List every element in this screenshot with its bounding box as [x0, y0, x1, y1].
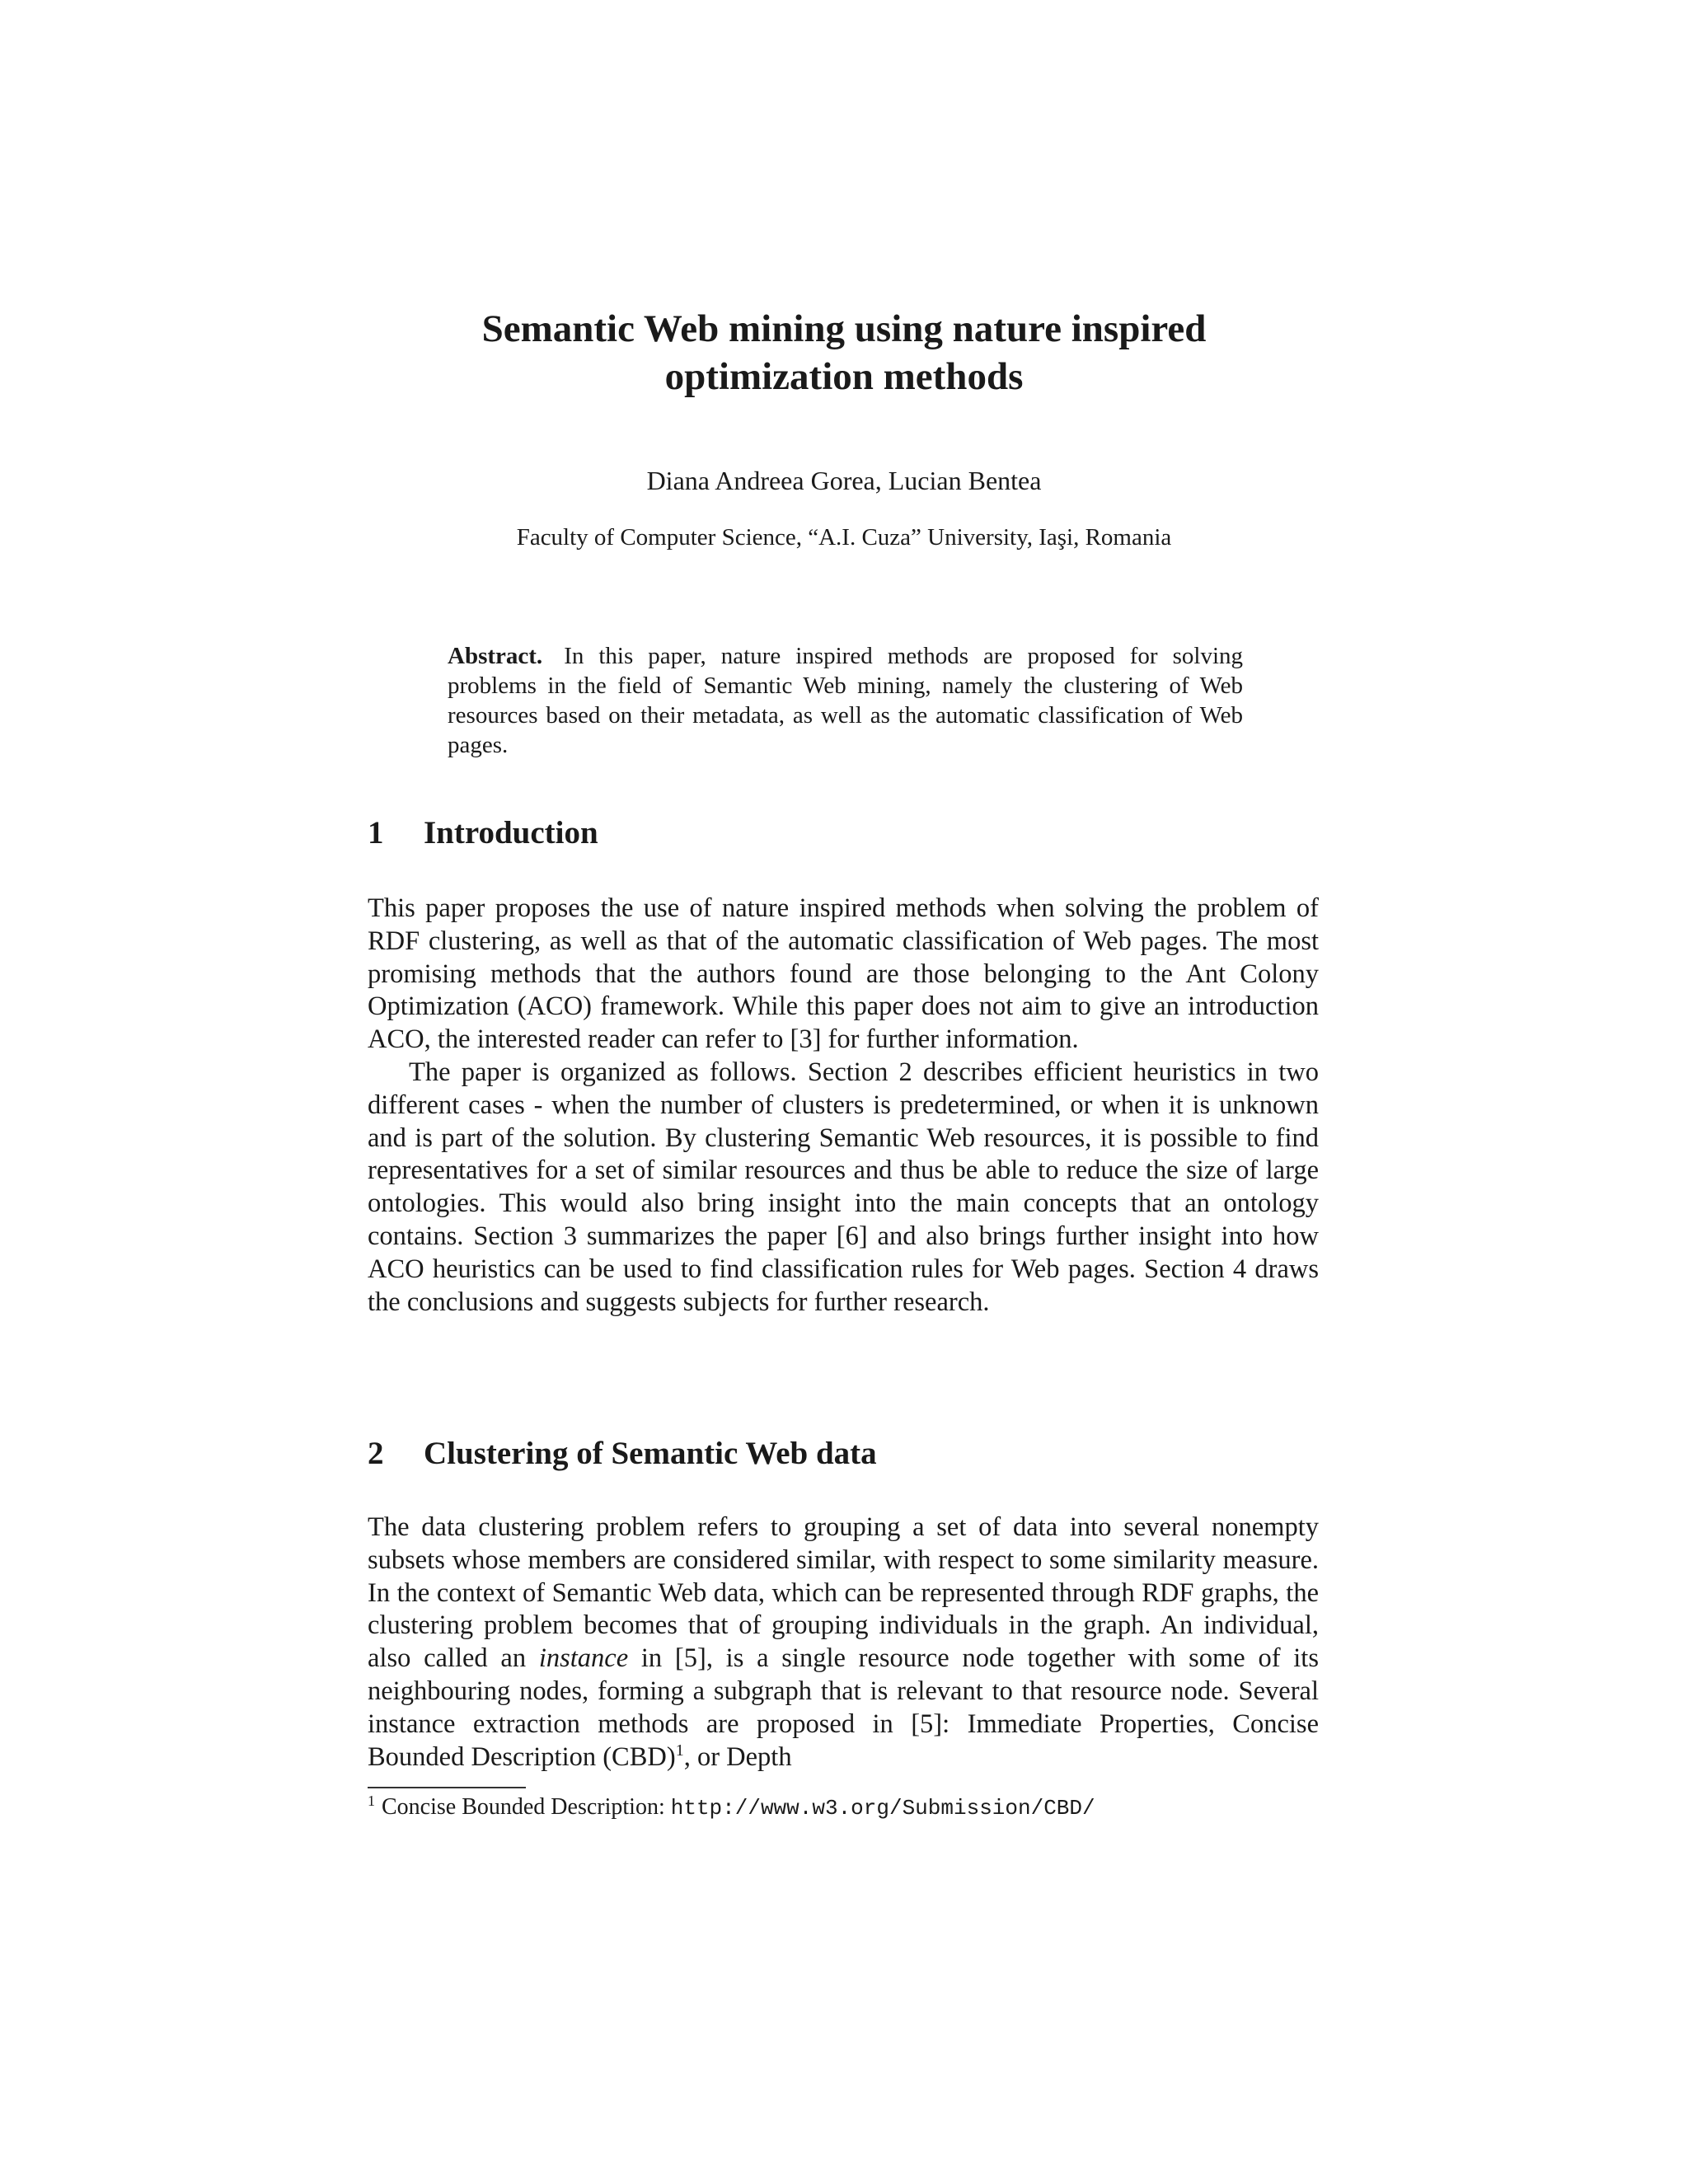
- paragraph: [368, 1511, 1319, 1774]
- section-title: Clustering of Semantic Web data: [424, 1436, 877, 1471]
- text-run: , or Depth: [683, 1741, 792, 1772]
- section-body-clustering: [368, 1511, 1319, 1774]
- section-heading-clustering: [368, 1434, 1357, 1474]
- paper-title: [0, 305, 1688, 401]
- text-run: in [5], is a single resource node together with some of its neighbouring nodes, forming a subgraph that is relevant to that resource node. Several instance extraction methods are proposed in [5]: Immediate Properties, Concise Bounded Description (CBD): [368, 1643, 1319, 1772]
- section-number: 2: [368, 1436, 384, 1471]
- footnote: [368, 1793, 1319, 1822]
- text-run: The data clustering problem refers to grouping a set of data into several nonempty subsets whose members are considered similar, with respect to some similarity measure. In the context of Semantic Web data, which can be represented through RDF graphs, the clustering problem becomes that of grouping individuals in the graph. An individual, also called an: [368, 1512, 1319, 1674]
- footnote-ref[interactable]: 1: [675, 1741, 684, 1760]
- abstract-text: In this paper, nature inspired methods are proposed for solving problems in the field of Semantic Web mining, namely the clustering of Web resources based on their metadata, as well as the automatic classification of Web pages.: [448, 643, 1244, 758]
- section-body-introduction: [368, 893, 1319, 1319]
- abstract: [448, 641, 1243, 760]
- section-title: Introduction: [424, 815, 598, 851]
- affiliation: Faculty of Computer Science, “A.I. Cuza” University, Iaşi, Romania: [516, 524, 1172, 551]
- title-line-1: Semantic Web mining using nature inspired: [481, 307, 1207, 350]
- author-list: Diana Andreea Gorea, Lucian Bentea: [646, 466, 1042, 495]
- footnote-text: Concise Bounded Description:: [382, 1794, 671, 1820]
- section-heading-introduction: [368, 813, 1357, 853]
- footnote-divider: [368, 1787, 526, 1788]
- paragraph: The paper is organized as follows. Section 2 describes efficient heuristics in two different cases - when the number of clusters is predetermined, or when it is unknown and is part of the solution. By clustering Semantic Web resources, it is possible to find representatives for a set of similar resources and thus be able to reduce the size of large ontologies. This would also bring insight into the main concepts that an ontology contains. Section 3 summarizes the paper [6] and also brings further insight into how ACO heuristics can be used to find classification rules for Web pages. Section 4 draws the conclusions and suggests subjects for further research.: [368, 1057, 1319, 1317]
- paragraph: This paper proposes the use of nature inspired methods when solving the problem of RDF clustering, as well as that of the automatic classification of Web pages. The most promising methods that the authors found are those belonging to the Ant Colony Optimization (ACO) framework. While this paper does not aim to give an introduction ACO, the interested reader can refer to [3] for further information.: [368, 893, 1319, 1055]
- title-line-2: optimization methods: [664, 355, 1024, 398]
- abstract-label: Abstract.: [448, 643, 543, 669]
- section-number: 1: [368, 815, 384, 851]
- emphasis-instance: instance: [538, 1643, 629, 1674]
- footnote-mark: 1: [368, 1792, 375, 1809]
- footnote-url-link[interactable]: http://www.w3.org/Submission/CBD/: [670, 1796, 1095, 1821]
